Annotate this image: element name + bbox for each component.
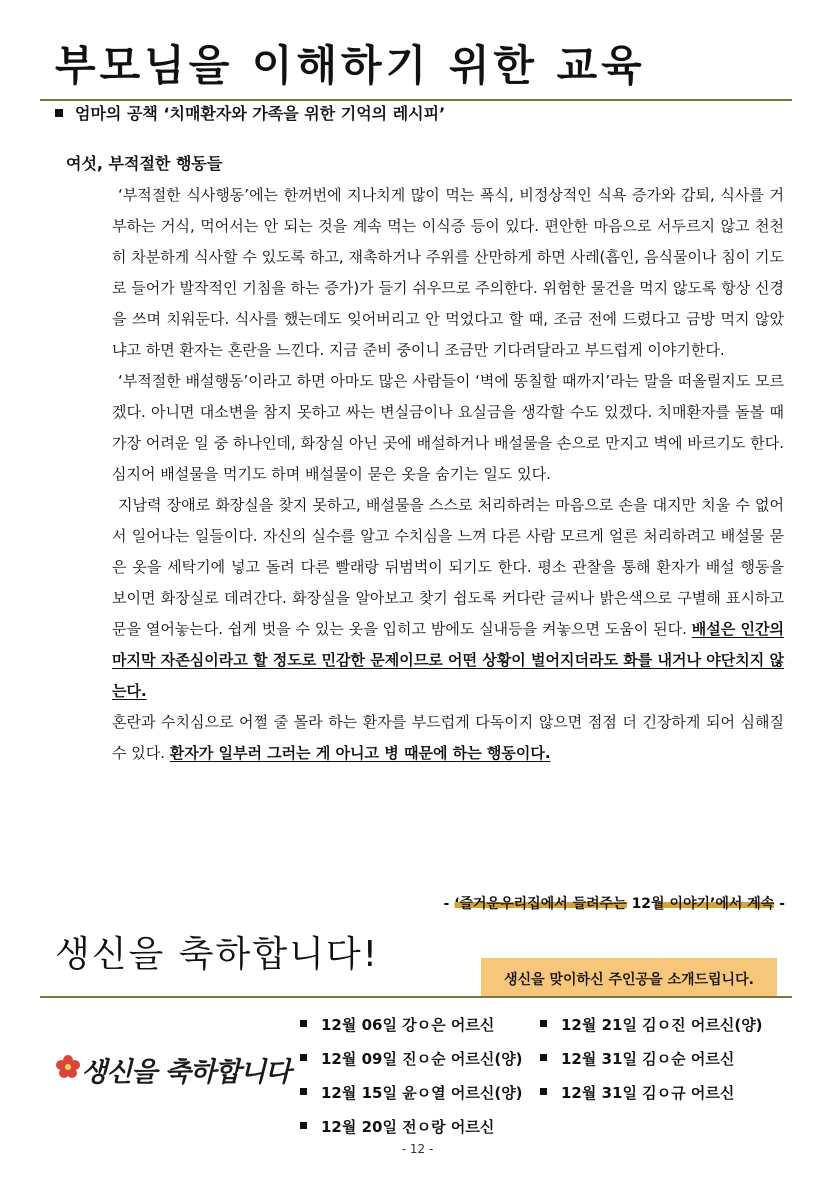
square-bullet-icon [300,1122,307,1129]
paragraph-1 [112,180,784,366]
paragraph-2 [112,366,784,490]
section-heading: 여섯, 부적절한 행동들 [66,154,223,173]
square-bullet-icon [55,109,63,117]
birthday-logo [55,1048,291,1096]
list-row [300,1110,780,1144]
birthday-divider [40,996,792,998]
square-bullet-icon [540,1054,547,1061]
title-divider [40,99,792,101]
subtitle-text: 엄마의 공책 ‘치매환자와 가족을 위한 기억의 레시피’ [75,104,446,123]
paragraph-3-text: 지남력 장애로 화장실을 찾지 못하고, 배설물을 스스로 처리하려는 마음으로 손을 대지만 치울 수 없어서 일어나는 일들이다. 자신의 실수를 알고 수치심을 느껴 다른 사람 모르게 얼른 처리하려고 배설물 묻은 옷을 세탁기에 넣고 돌려 다른 빨래랑 뒤범벅이 되기도 한다. 평소 관찰을 통해 환자가 배설 행동을 보이면 화장실로 데려간다. 화장실을 알아보고 찾기 쉽도록 커다란 글씨나 밝은색으로 구별해 표시하고 문을 열어놓는다. 쉽게 벗을 수 있는 옷을 입히고 밤에도 실내등을 켜놓으면 도움이 된다. [112,496,784,638]
square-bullet-icon [540,1088,547,1095]
article-body [112,180,784,769]
list-row [300,1008,780,1042]
list-row [300,1042,780,1076]
birthday-tag: 생신을 맞이하신 주인공을 소개드립니다. [481,958,777,996]
list-item [300,1110,540,1144]
paragraph-4-emphasis: 환자가 일부러 그러는 게 아니고 병 때문에 하는 행동이다. [169,744,551,762]
entry-text: 12월 31일 김ㅇ순 어르신 [561,1050,735,1068]
paragraph-1-text: ‘부적절한 식사행동’에는 한꺼번에 지나치게 많이 먹는 폭식, 비정상적인 식욕 증가와 감퇴, 식사를 거부하는 거식, 먹어서는 안 되는 것을 계속 먹는 이식증 등이 있다. 편안한 마음으로 서두르지 않고 천천히 차분하게 식사할 수 있도록 하고, 재촉하거나 주위를 산만하게 하면 사레(흡인, 음식물이나 침이 기도로 들어가 발작적인 기침을 하는 증가)가 들기 쉬우므로 주의한다. 위험한 물건을 먹지 않도록 항상 신경을 쓰며 치워둔다. 식사를 했는데도 잊어버리고 안 먹었다고 할 때, 조금 전에 드렸다고 금방 먹지 않았냐고 하면 환자는 혼란을 느낀다. 지금 준비 중이니 조금만 기다려달라고 부드럽게 이야기한다. [112,186,784,359]
square-bullet-icon [300,1020,307,1027]
list-item [300,1008,540,1042]
entry-text: 12월 09일 진ㅇ순 어르신(양) [321,1050,523,1068]
birthday-list [300,1008,780,1144]
entry-text: 12월 06일 강ㅇ은 어르신 [321,1016,495,1034]
entry-text: 12월 15일 윤ㅇ열 어르신(양) [321,1084,523,1102]
subtitle [55,103,445,125]
paragraph-4-text: 혼란과 수치심으로 어쩔 줄 몰라 하는 환자를 부드럽게 다독이지 않으면 점점 더 긴장하게 되어 심해질 수 있다. [112,713,784,762]
paragraph-3 [112,490,784,707]
square-bullet-icon [300,1054,307,1061]
page-number: - 12 - [401,1142,434,1156]
entry-text: 12월 20일 전ㅇ랑 어르신 [321,1118,495,1136]
paragraph-2-text: ‘부적절한 배설행동’이라고 하면 아마도 많은 사람들이 ‘벽에 똥칠할 때까지’라는 말을 떠올릴지도 모르겠다. 아니면 대소변을 참지 못하고 싸는 변실금이나 요실금을 생각할 수도 있겠다. 치매환자를 돌볼 때 가장 어려운 일 중 하나인데, 화장실 아닌 곳에 배설하거나 배설물을 손으로 만지고 벽에 바르기도 한다. 심지어 배설물을 먹기도 하며 배설물이 묻은 옷을 숨기는 일도 있다. [112,372,784,483]
list-item [540,1008,780,1042]
entry-text: 12월 21일 김ㅇ진 어르신(양) [561,1016,763,1034]
paragraph-4 [112,707,784,769]
list-row [300,1076,780,1110]
square-bullet-icon [300,1088,307,1095]
birthday-title: 생신을 축하합니다! [55,934,380,975]
list-item [300,1042,540,1076]
list-item [540,1076,780,1110]
list-item [540,1042,780,1076]
logo-text: 생신을 축하합니다 [81,1057,291,1088]
entry-text: 12월 31일 김ㅇ규 어르신 [561,1084,735,1102]
square-bullet-icon [540,1020,547,1027]
paragraph-3-emphasis: 배설은 인간의 마지막 자존심이라고 할 정도로 민감한 문제이므로 어떤 상황이 벌어지더라도 화를 내거나 야단치지 않는다. [112,620,784,700]
flower-icon [55,1054,81,1080]
continued-note: - ‘즐거운우리집에서 들려주는 12월 이야기’에서 계속 - [443,896,785,912]
page-title: 부모님을 이해하기 위한 교육 [55,41,646,90]
list-item [300,1076,540,1110]
